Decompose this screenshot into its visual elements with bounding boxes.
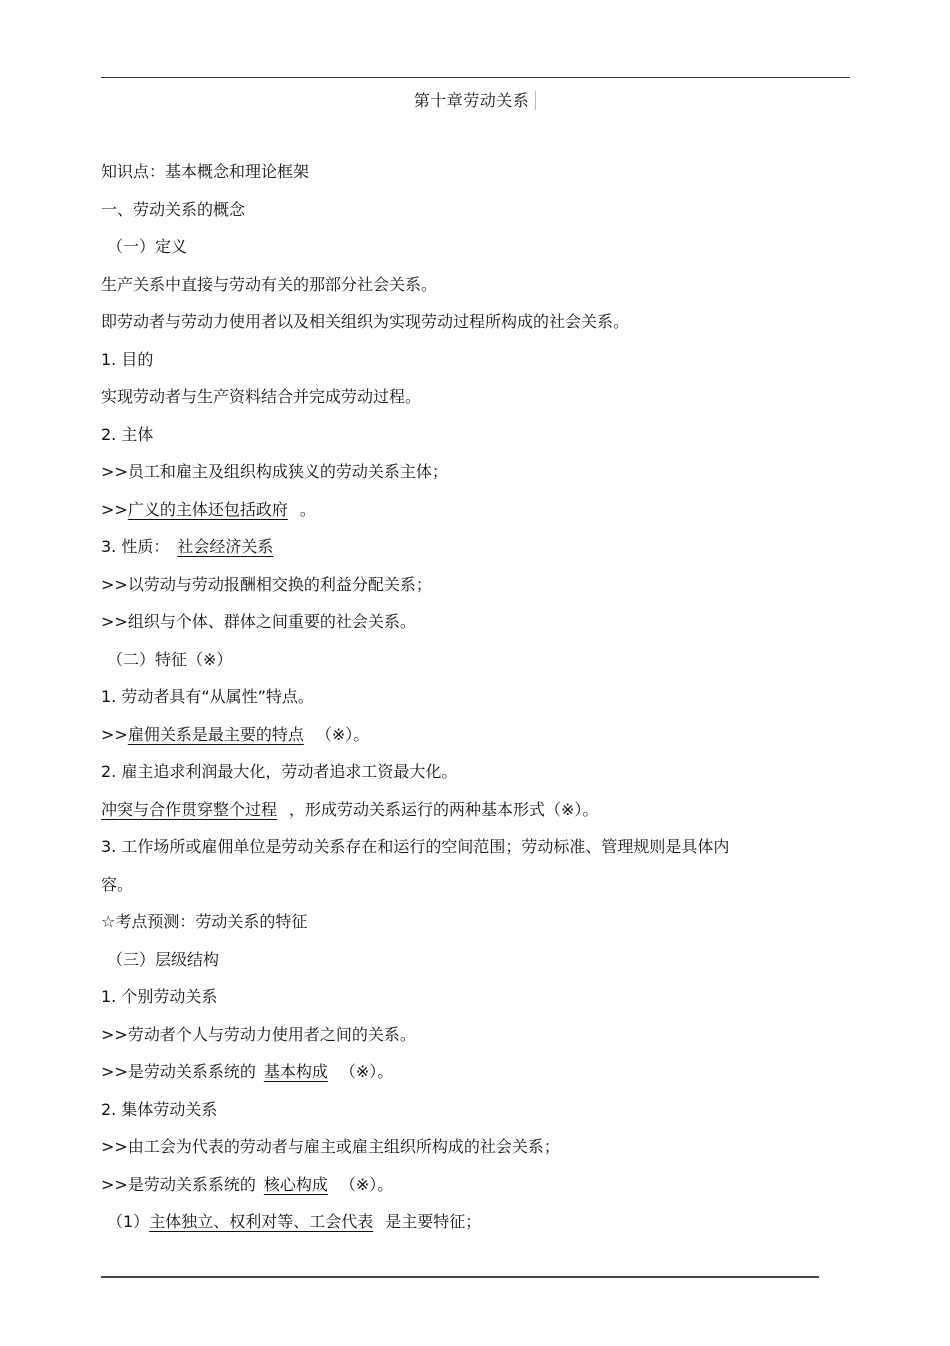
underlined-answer: 核心构成 [263,1174,328,1194]
bullet-line: >>员工和雇主及组织构成狭义的劳动关系主体； [101,462,448,481]
list-heading: 3. 工作场所或雇佣单位是劳动关系存在和运行的空间范围；劳动标准、管理规则是具体内 [101,837,730,856]
underlined-answer: 雇佣关系是最主要的特点 [127,724,304,744]
underlined-answer: 广义的主体还包括政府 [127,499,288,519]
line-prefix: >> [101,724,128,744]
line-suffix: （※）。 [339,1062,394,1081]
subheading: （一）定义 [107,237,188,256]
footer-rule [101,1276,819,1278]
bullet-line [101,495,821,533]
subheading: （二）特征（※） [107,649,233,669]
paragraph: 即劳动者与劳动力使用者以及相关组织为实现劳动过程所构成的社会关系。 [101,312,630,331]
paragraph: 生产关系中直接与劳动有关的那部分社会关系。 [101,274,438,294]
underlined-answer: 冲突与合作贯穿整个过程 [101,799,278,819]
subheading: （三）层级结构 [107,949,220,969]
line-suffix: （※）。 [315,724,370,744]
list-heading [101,532,821,570]
paragraph [101,795,821,833]
bullet-line: >>劳动者个人与劳动力使用者之间的关系。 [101,1024,416,1044]
bullet-line: >>以劳动与劳动报酬相交换的利益分配关系； [101,574,432,594]
underlined-answer: 主体独立、权利对等、工会代表 [149,1212,374,1231]
list-heading: 2. 雇主追求利润最大化，劳动者追求工资最大化。 [101,762,458,781]
line-prefix: >> [101,499,128,519]
line-suffix: （※）。 [339,1174,394,1194]
list-heading: 1. 个别劳动关系 [101,987,218,1006]
subsection-heading: 一、劳动关系的概念 [101,199,246,219]
line-prefix: 3. 性质： [101,537,170,556]
page-header [0,88,950,111]
line-suffix: 。 [299,499,316,519]
list-heading: 2. 主体 [101,424,154,444]
section-heading: 知识点：基本概念和理论框架 [101,162,310,181]
line-suffix: 是主要特征； [385,1212,482,1231]
bullet-line [101,1057,821,1095]
paragraph-continuation: 容。 [101,874,134,894]
numbered-item [101,1207,821,1245]
line-prefix: >>是劳动关系系统的 [101,1174,256,1194]
bullet-line: >>组织与个体、群体之间重要的社会关系。 [101,612,416,631]
bullet-line: >>由工会为代表的劳动者与雇主或雇主组织所构成的社会关系； [101,1137,560,1156]
bullet-line [101,1170,821,1208]
list-heading: 1. 目的 [101,349,154,369]
document-body [101,157,821,1245]
bullet-line [101,720,821,758]
line-prefix: （1） [107,1212,150,1231]
list-heading: 2. 集体劳动关系 [101,1099,218,1119]
line-suffix: ，形成劳动关系运行的两种基本形式（※）。 [289,799,599,819]
underlined-answer: 基本构成 [263,1062,328,1081]
chapter-title: 第十章劳动关系 [414,91,537,110]
exam-prediction: ☆考点预测：劳动关系的特征 [101,912,308,931]
underlined-answer: 社会经济关系 [177,537,274,556]
header-rule [101,77,850,78]
line-prefix: >>是劳动关系系统的 [101,1062,256,1081]
paragraph: 实现劳动者与生产资料结合并完成劳动过程。 [101,387,422,406]
list-heading: 1. 劳动者具有“从属性”特点。 [101,687,314,706]
